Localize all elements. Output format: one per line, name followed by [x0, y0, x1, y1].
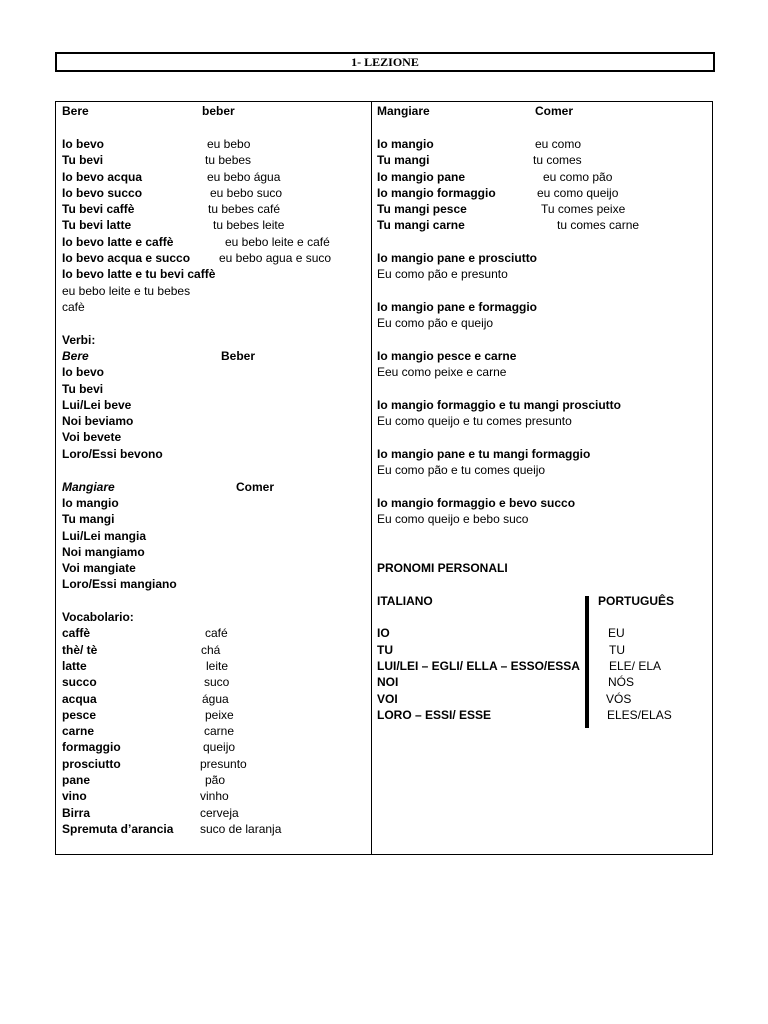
- vocab-it: caffè: [62, 626, 91, 640]
- phrase-it: Io bevo: [62, 137, 105, 151]
- phrase-pt: tu bebes leite: [213, 218, 285, 232]
- pair-it: Io mangio formaggio e tu mangi prosciutto: [377, 398, 622, 412]
- phrase-it: Io bevo latte e caffè: [62, 235, 174, 249]
- lesson-table: [55, 101, 713, 855]
- vocab-it: pesce: [62, 708, 97, 722]
- phrase-it: Io bevo succo: [62, 186, 143, 200]
- pair-pt: Eu como queijo e tu comes presunto: [377, 414, 572, 428]
- pronoun-pt: TU: [609, 643, 625, 657]
- pair-pt: Eu como pão e presunto: [377, 267, 508, 281]
- conj-line: Io bevo: [62, 365, 105, 379]
- pair-pt: Eu como queijo e bebo suco: [377, 512, 529, 526]
- phrase-it: Tu bevi caffè: [62, 202, 135, 216]
- phrase-it: Io mangio formaggio: [377, 186, 496, 200]
- phrase-pt: eu bebo agua e suco: [219, 251, 332, 265]
- phrase-it: Io bevo acqua: [62, 170, 143, 184]
- pronoun-it: LORO – ESSI/ ESSE: [377, 708, 492, 722]
- phrase-it: Io mangio: [377, 137, 434, 151]
- pronoun-pt: VÓS: [606, 692, 632, 706]
- heading-bere: Bere: [62, 104, 89, 118]
- portugues-heading: PORTUGUÊS: [598, 594, 675, 608]
- pronoun-it: IO: [377, 626, 390, 640]
- phrase-pt: eu bebo suco: [210, 186, 283, 200]
- vocab-it: Spremuta d’arancia: [62, 822, 174, 836]
- pair-pt: Eu como pão e tu comes queijo: [377, 463, 546, 477]
- pair-pt: Eu como pão e queijo: [377, 316, 494, 330]
- pronoun-pt: ELE/ ELA: [609, 659, 662, 673]
- pronomi-heading: PRONOMI PERSONALI: [377, 561, 508, 575]
- phrase-pt: tu bebes: [205, 153, 252, 167]
- phrase-pt: eu bebo: [207, 137, 251, 151]
- pair-it: Io mangio pane e prosciutto: [377, 251, 538, 265]
- italiano-heading: ITALIANO: [377, 594, 433, 608]
- phrase-pt-long-cont: cafè: [62, 300, 85, 314]
- lesson-title: 1- LEZIONE: [55, 52, 715, 72]
- phrase-it: Tu mangi pesce: [377, 202, 467, 216]
- phrase-it: Tu bevi: [62, 153, 104, 167]
- phrase-it: Tu mangi carne: [377, 218, 465, 232]
- vocab-pt: carne: [204, 724, 235, 738]
- pronoun-it: TU: [377, 643, 393, 657]
- conj-line: Loro/Essi mangiano: [62, 577, 177, 591]
- vocab-pt: presunto: [200, 757, 247, 771]
- pronoun-separator-bar: [585, 596, 589, 728]
- pair-pt: Eeu como peixe e carne: [377, 365, 507, 379]
- pronoun-it: NOI: [377, 675, 399, 689]
- phrase-pt: Tu comes peixe: [541, 202, 626, 216]
- vocab-pt: água: [202, 692, 229, 706]
- vocab-pt: suco de laranja: [200, 822, 282, 836]
- verb-comer-label: Comer: [236, 480, 275, 494]
- pair-it: Io mangio pane e tu mangi formaggio: [377, 447, 591, 461]
- column-divider: [371, 102, 372, 854]
- pronoun-pt: EU: [608, 626, 625, 640]
- conj-line: Voi mangiate: [62, 561, 136, 575]
- phrase-pt: eu como pão: [543, 170, 613, 184]
- conj-line: Lui/Lei mangia: [62, 529, 147, 543]
- phrase-pt: tu comes: [533, 153, 582, 167]
- pair-it: Io mangio pesce e carne: [377, 349, 517, 363]
- phrase-pt: eu como queijo: [537, 186, 619, 200]
- vocab-it: acqua: [62, 692, 97, 706]
- vocab-pt: peixe: [205, 708, 234, 722]
- phrase-it: Io mangio pane: [377, 170, 466, 184]
- phrase-it: Tu mangi: [377, 153, 430, 167]
- phrase-pt-long: eu bebo leite e tu bebes: [62, 284, 191, 298]
- pair-it: Io mangio pane e formaggio: [377, 300, 538, 314]
- heading-beber: beber: [202, 104, 235, 118]
- vocab-heading: Vocabolario:: [62, 610, 134, 624]
- vocab-it: latte: [62, 659, 87, 673]
- vocab-it: formaggio: [62, 740, 121, 754]
- phrase-pt: eu bebo água: [207, 170, 281, 184]
- phrase-pt: eu bebo leite e café: [225, 235, 330, 249]
- verbi-heading: Verbi:: [62, 333, 96, 347]
- vocab-pt: queijo: [203, 740, 236, 754]
- vocab-pt: chá: [201, 643, 221, 657]
- pronoun-it: LUI/LEI – EGLI/ ELLA – ESSO/ESSA: [377, 659, 580, 673]
- conj-line: Noi beviamo: [62, 414, 134, 428]
- verb-beber-label: Beber: [221, 349, 256, 363]
- pair-it: Io mangio formaggio e bevo succo: [377, 496, 576, 510]
- vocab-it: Birra: [62, 806, 91, 820]
- vocab-it: succo: [62, 675, 97, 689]
- vocab-pt: cerveja: [200, 806, 239, 820]
- phrase-it: Tu bevi latte: [62, 218, 132, 232]
- phrase-pt: tu comes carne: [557, 218, 640, 232]
- conj-line: Noi mangiamo: [62, 545, 145, 559]
- pronoun-it: VOI: [377, 692, 398, 706]
- phrase-it-long: Io bevo latte e tu bevi caffè: [62, 267, 216, 281]
- heading-comer: Comer: [535, 104, 574, 118]
- conj-line: Loro/Essi bevono: [62, 447, 163, 461]
- conj-line: Tu mangi: [62, 512, 115, 526]
- vocab-pt: café: [205, 626, 228, 640]
- conj-line: Voi bevete: [62, 430, 122, 444]
- pronoun-pt: ELES/ELAS: [607, 708, 672, 722]
- vocab-pt: pão: [205, 773, 226, 787]
- vocab-it: prosciutto: [62, 757, 121, 771]
- vocab-it: thè/ tè: [62, 643, 98, 657]
- conj-line: Io mangio: [62, 496, 119, 510]
- phrase-pt: tu bebes café: [208, 202, 281, 216]
- heading-mangiare: Mangiare: [377, 104, 430, 118]
- vocab-pt: vinho: [200, 789, 229, 803]
- vocab-it: pane: [62, 773, 91, 787]
- vocab-it: vino: [62, 789, 87, 803]
- pronoun-pt: NÓS: [608, 675, 635, 689]
- conj-line: Lui/Lei beve: [62, 398, 132, 412]
- vocab-it: carne: [62, 724, 95, 738]
- phrase-it: Io bevo acqua e succo: [62, 251, 191, 265]
- vocab-pt: leite: [206, 659, 229, 673]
- phrase-pt: eu como: [535, 137, 582, 151]
- conj-line: Tu bevi: [62, 382, 104, 396]
- verb-bere-label: Bere: [62, 349, 89, 363]
- verb-mangiare-label: Mangiare: [62, 480, 115, 494]
- vocab-pt: suco: [204, 675, 230, 689]
